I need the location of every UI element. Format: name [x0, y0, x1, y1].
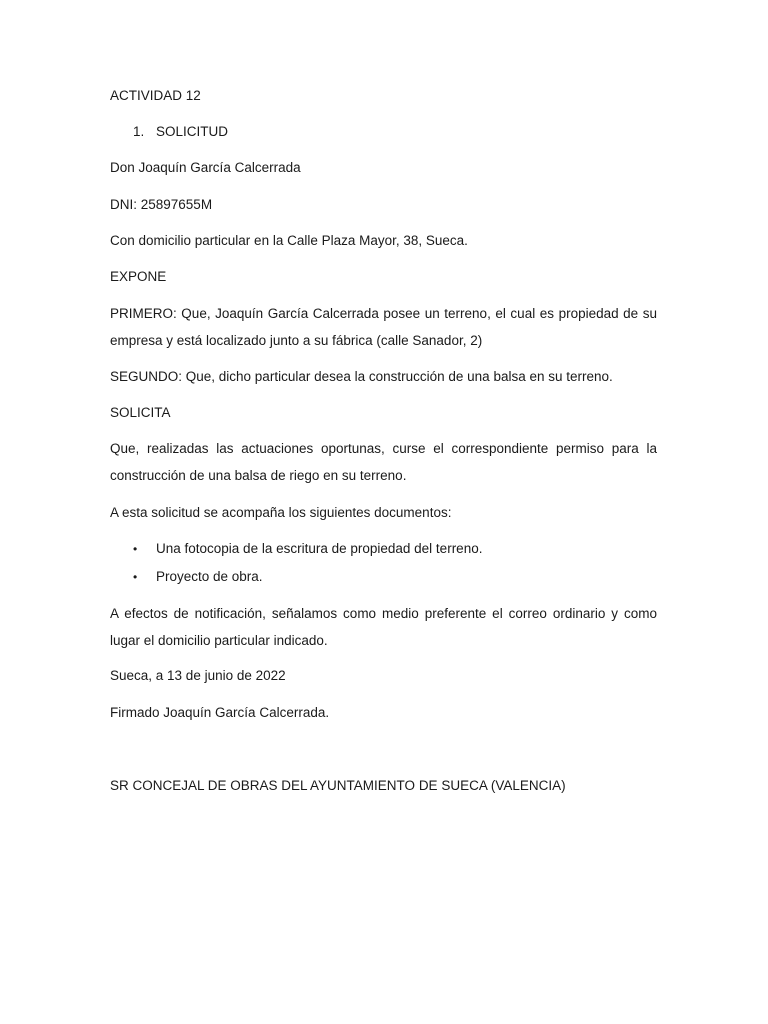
notification-paragraph: A efectos de notificación, señalamos como medio preferente el correo ordinario y como lugar el domicilio particular indicado. — [110, 606, 657, 648]
bullet-icon: • — [133, 542, 138, 556]
numbered-item-marker: 1. — [133, 124, 145, 139]
primero-paragraph: PRIMERO: Que, Joaquín García Calcerrada posee un terreno, el cual es propiedad de su empresa y está localizado junto a su fábrica (calle Sanador, 2) — [110, 306, 657, 348]
signature-line: Firmado Joaquín García Calcerrada. — [110, 705, 330, 720]
bullet-icon: • — [133, 570, 138, 584]
list-item — [133, 540, 482, 558]
expone-heading: EXPONE — [110, 269, 167, 284]
solicita-paragraph: Que, realizadas las actuaciones oportunas, curse el correspondiente permiso para la construcción de una balsa de riego en su terreno. — [110, 441, 657, 483]
solicita-heading: SOLICITA — [110, 405, 171, 420]
list-item — [133, 568, 263, 586]
numbered-item — [133, 123, 228, 141]
addressee-line: SR CONCEJAL DE OBRAS DEL AYUNTAMIENTO DE SUECA (VALENCIA) — [110, 778, 566, 793]
segundo-paragraph: SEGUNDO: Que, dicho particular desea la construcción de una balsa en su terreno. — [110, 369, 613, 384]
documents-intro: A esta solicitud se acompaña los siguientes documentos: — [110, 505, 452, 520]
numbered-item-text: SOLICITUD — [156, 124, 229, 139]
applicant-name: Don Joaquín García Calcerrada — [110, 160, 301, 175]
list-item-text: Una fotocopia de la escritura de propiedad del terreno. — [156, 541, 483, 556]
applicant-address: Con domicilio particular en la Calle Plaza Mayor, 38, Sueca. — [110, 233, 468, 248]
list-item-text: Proyecto de obra. — [156, 569, 263, 584]
date-line: Sueca, a 13 de junio de 2022 — [110, 668, 286, 683]
applicant-dni: DNI: 25897655M — [110, 197, 213, 212]
document-heading: ACTIVIDAD 12 — [110, 88, 201, 103]
